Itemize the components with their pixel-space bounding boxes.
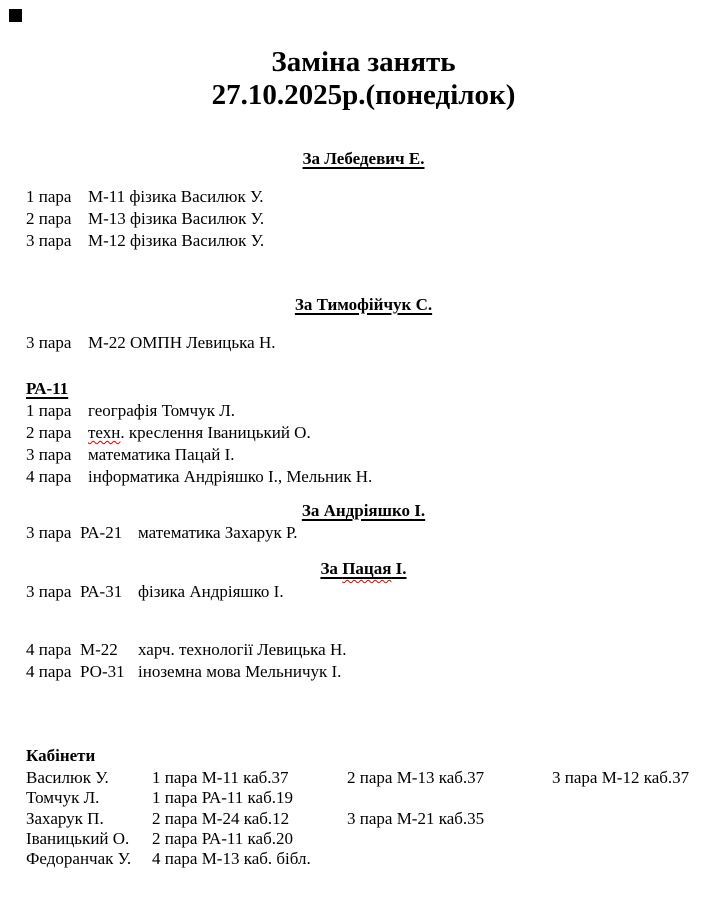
pair-number: 4 пара bbox=[26, 640, 72, 659]
lesson-text: математика Захарук Р. bbox=[138, 523, 298, 542]
lesson-text: географія Томчук Л. bbox=[88, 401, 235, 420]
document-title-line1: Заміна занять bbox=[271, 46, 456, 78]
pair-number: 3 пара bbox=[26, 445, 72, 464]
room-assignment: 3 пара М-21 каб.35 bbox=[347, 808, 485, 828]
heading-text: І. bbox=[391, 559, 407, 578]
section-heading-andriyashko: За Андріяшко І. bbox=[301, 501, 426, 520]
pair-number: 4 пара bbox=[26, 662, 72, 681]
black-square-marker-icon bbox=[9, 9, 22, 22]
schedule-line bbox=[26, 186, 264, 208]
lesson-text: іноземна мова Мельничук І. bbox=[138, 662, 342, 681]
document-title bbox=[0, 46, 727, 112]
misspelled-word: техн bbox=[88, 423, 121, 442]
section-lines-lebedevych bbox=[26, 186, 264, 252]
pair-number: 3 пара bbox=[26, 523, 72, 542]
pair-number: 1 пара bbox=[26, 401, 72, 420]
kabinety-heading: Кабінети bbox=[26, 746, 96, 765]
schedule-line bbox=[26, 332, 275, 354]
lesson-text: . креслення Іваницький О. bbox=[120, 423, 311, 442]
pair-number: 3 пара bbox=[26, 231, 72, 250]
section-lines-pacaya bbox=[26, 581, 284, 603]
room-assignment: 1 пара М-11 каб.37 bbox=[152, 768, 289, 787]
room-assignment: 3 пара М-12 каб.37 bbox=[552, 768, 690, 787]
room-assignment: 4 пара М-13 каб. бібл. bbox=[152, 849, 311, 869]
table-row bbox=[26, 849, 689, 869]
pair-number: 2 пара bbox=[26, 423, 72, 442]
lesson-text: М-13 фізика Василюк У. bbox=[88, 209, 265, 228]
room-assignment: 2 пара М-13 каб.37 bbox=[347, 768, 485, 787]
schedule-line bbox=[26, 661, 346, 683]
heading-text: За bbox=[320, 559, 343, 578]
group-code: РА-31 bbox=[80, 582, 123, 601]
misspelled-word: Пацая bbox=[342, 559, 392, 578]
table-row bbox=[26, 809, 689, 829]
schedule-line bbox=[26, 581, 284, 603]
pair-number: 3 пара bbox=[26, 333, 72, 352]
schedule-line bbox=[26, 639, 346, 661]
section-lines-tymofiichuk bbox=[26, 332, 275, 354]
table-row bbox=[26, 768, 689, 788]
teacher-name: Захарук П. bbox=[26, 808, 104, 828]
pair-number: 2 пара bbox=[26, 209, 72, 228]
lesson-text: фізика Андріяшко І. bbox=[138, 582, 284, 601]
lesson-text: математика Пацай І. bbox=[88, 445, 235, 464]
section-heading-ra11: РА-11 bbox=[26, 379, 69, 398]
document-title-line2: 27.10.2025р.(понеділок) bbox=[211, 79, 516, 111]
table-row bbox=[26, 788, 689, 808]
section-heading-pacaya bbox=[0, 558, 727, 580]
schedule-line bbox=[26, 522, 298, 544]
group-code: РО-31 bbox=[80, 662, 125, 681]
schedule-line bbox=[26, 466, 372, 488]
schedule-line bbox=[26, 444, 372, 466]
table-row bbox=[26, 829, 689, 849]
room-assignment bbox=[347, 849, 552, 869]
group-code: РА-21 bbox=[80, 523, 123, 542]
section-lines-extra bbox=[26, 639, 346, 683]
schedule-line bbox=[26, 400, 372, 422]
schedule-line bbox=[26, 208, 264, 230]
pair-number: 1 пара bbox=[26, 187, 72, 206]
teacher-name: Томчук Л. bbox=[26, 788, 100, 808]
teacher-name: Іваницький О. bbox=[26, 828, 130, 848]
lesson-text: інформатика Андріяшко І., Мельник Н. bbox=[88, 467, 373, 486]
section-lines-andriyashko bbox=[26, 522, 298, 544]
lesson-text: М-12 фізика Василюк У. bbox=[88, 231, 265, 250]
room-assignment: 1 пара РА-11 каб.19 bbox=[152, 788, 293, 808]
lesson-text: М-11 фізика Василюк У. bbox=[88, 187, 264, 206]
lesson-text: М-22 ОМПН Левицька Н. bbox=[88, 333, 276, 352]
teacher-name: Василюк У. bbox=[26, 768, 109, 787]
schedule-line bbox=[26, 422, 372, 444]
lesson-text: харч. технології Левицька Н. bbox=[138, 640, 347, 659]
section-heading-lebedevych: За Лебедевич Е. bbox=[302, 149, 425, 168]
room-assignment bbox=[347, 788, 552, 808]
kabinety-table bbox=[26, 768, 689, 869]
teacher-name: Федоранчак У. bbox=[26, 849, 132, 869]
section-lines-ra11 bbox=[26, 400, 372, 488]
room-assignment: 2 пара РА-11 каб.20 bbox=[152, 828, 293, 848]
section-heading-tymofiichuk: За Тимофійчук С. bbox=[294, 295, 433, 314]
room-assignment bbox=[347, 829, 552, 849]
pair-number: 4 пара bbox=[26, 467, 72, 486]
room-assignment: 2 пара М-24 каб.12 bbox=[152, 808, 290, 828]
schedule-line bbox=[26, 230, 264, 252]
pair-number: 3 пара bbox=[26, 582, 72, 601]
group-code: М-22 bbox=[80, 640, 118, 659]
